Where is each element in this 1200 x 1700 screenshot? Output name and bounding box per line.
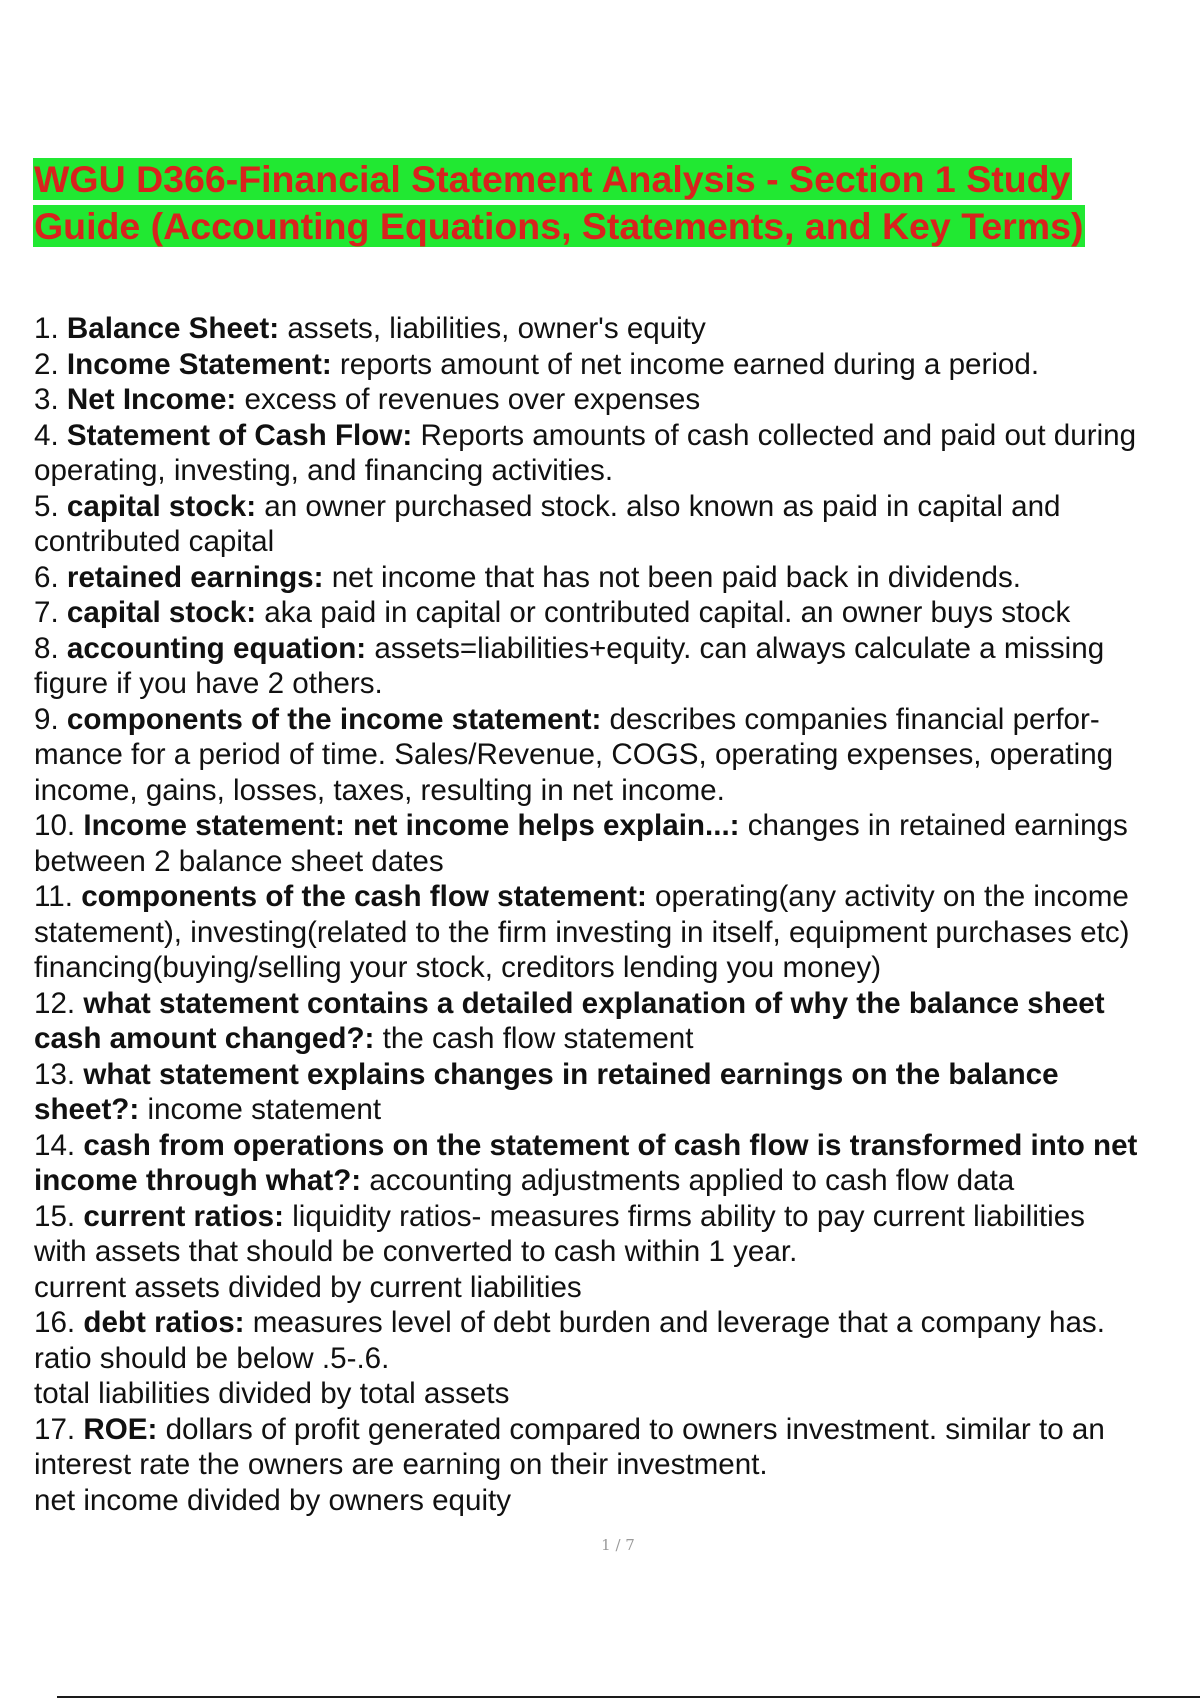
term-label: capital stock:	[66, 489, 257, 523]
term-label: Income Statement:	[66, 347, 332, 381]
list-item	[34, 1128, 1200, 1199]
definition-line: ratio should be below .5-.6.	[34, 1341, 390, 1375]
term-label: retained earnings:	[66, 560, 324, 594]
formula-line: current assets divided by current liabilities	[34, 1270, 582, 1304]
list-item	[34, 382, 1200, 418]
definition-line: income statement	[139, 1093, 382, 1126]
list-item	[34, 702, 1200, 809]
definition-line: statement), investing(related to the firm investing in itself, equipment purchases etc)	[34, 915, 1130, 949]
definition-line: reports amount of net income earned during a period.	[331, 347, 1040, 381]
definition-line: operating, investing, and financing activities.	[34, 454, 614, 487]
definition-line: financing(buying/selling your stock, creditors lending you money)	[34, 951, 882, 984]
list-item	[34, 595, 1200, 631]
term-label: income through what?:	[34, 1164, 362, 1197]
item-number: 2.	[34, 347, 59, 381]
item-number: 16.	[34, 1306, 76, 1339]
term-label: debt ratios:	[83, 1306, 245, 1339]
term-label: cash amount changed?:	[34, 1022, 375, 1055]
definition-line: between 2 balance sheet dates	[34, 844, 444, 878]
definition-line: Reports amounts of cash collected and paid out during	[412, 418, 1137, 452]
formula-line: total liabilities divided by total assets	[34, 1377, 510, 1410]
term-label: Net Income:	[66, 383, 237, 416]
list-item	[34, 1305, 1200, 1412]
term-label: capital stock:	[66, 596, 257, 629]
list-item	[34, 311, 1200, 347]
item-number: 12.	[34, 986, 76, 1020]
definition-line: operating(any activity on the income	[646, 880, 1129, 913]
list-item	[34, 986, 1200, 1057]
item-number: 11.	[34, 880, 73, 913]
definition-line: assets=liabilities+equity. can always calculate a missing	[366, 631, 1105, 665]
term-label: Income statement: net income helps explain...:	[83, 809, 740, 842]
definition-line: with assets that should be converted to cash within 1 year.	[34, 1235, 798, 1268]
definition-line: liquidity ratios- measures firms ability to pay current liabilities	[284, 1199, 1085, 1233]
definition-line: mance for a period of time. Sales/Revenue, COGS, operating expenses, operating	[34, 738, 1114, 771]
item-number: 5.	[34, 489, 59, 523]
list-item	[34, 347, 1200, 383]
item-number: 14.	[34, 1128, 76, 1162]
definition-line: income, gains, losses, taxes, resulting in net income.	[34, 773, 725, 807]
list-item	[34, 808, 1200, 879]
list-item	[34, 1057, 1200, 1128]
definition-line: accounting adjustments applied to cash flow data	[361, 1164, 1015, 1197]
definition-line: aka paid in capital or contributed capital. an owner buys stock	[256, 596, 1071, 629]
definition-line: describes companies financial perfor-	[601, 702, 1100, 736]
term-label: Statement of Cash Flow:	[66, 418, 413, 452]
list-item	[34, 1199, 1200, 1306]
term-label: components of the cash flow statement:	[81, 880, 647, 913]
term-label: current ratios:	[83, 1199, 284, 1233]
item-number: 7.	[34, 596, 59, 629]
item-number: 13.	[34, 1057, 76, 1091]
term-label: accounting equation:	[66, 631, 367, 665]
item-number: 8.	[34, 631, 59, 665]
term-label: ROE:	[83, 1412, 158, 1446]
title-line-1: WGU D366-Financial Statement Analysis - Section 1 Study	[34, 158, 1071, 200]
list-item	[34, 489, 1200, 560]
definition-line: an owner purchased stock. also known as paid in capital and	[256, 489, 1061, 523]
term-label: what statement explains changes in retained earnings on the balance	[83, 1057, 1059, 1091]
term-label: what statement contains a detailed explanation of why the balance sheet	[83, 986, 1105, 1020]
definition-line: dollars of profit generated compared to owners investment. similar to an	[157, 1412, 1105, 1446]
footer-divider	[57, 1696, 1200, 1698]
title-highlight	[33, 158, 1085, 247]
item-number: 15.	[34, 1199, 76, 1233]
title-line-2: Guide (Accounting Equations, Statements, and Key Terms)	[34, 205, 1084, 247]
term-label: Balance Sheet:	[66, 312, 280, 345]
item-number: 9.	[34, 702, 59, 736]
item-number: 1.	[34, 312, 59, 345]
list-item	[34, 879, 1200, 986]
definition-line: contributed capital	[34, 525, 275, 558]
term-label: sheet?:	[34, 1093, 140, 1126]
item-number: 6.	[34, 560, 59, 594]
page-number: 1 / 7	[601, 1536, 635, 1554]
list-item	[34, 1412, 1200, 1519]
document-title	[33, 156, 1163, 250]
item-number: 3.	[34, 383, 59, 416]
term-label: components of the income statement:	[66, 702, 602, 736]
definition-line: measures level of debt burden and leverage that a company has.	[244, 1306, 1105, 1339]
definition-line: assets, liabilities, owner's equity	[279, 312, 706, 345]
formula-line: net income divided by owners equity	[34, 1483, 512, 1517]
definition-line: the cash flow statement	[374, 1022, 694, 1055]
term-label: cash from operations on the statement of cash flow is transformed into net	[83, 1128, 1138, 1162]
definition-line: changes in retained earnings	[739, 809, 1128, 842]
definition-line: interest rate the owners are earning on their investment.	[34, 1448, 768, 1481]
definition-line: excess of revenues over expenses	[236, 383, 701, 416]
item-number: 17.	[34, 1412, 76, 1446]
list-item	[34, 631, 1200, 702]
definition-line: net income that has not been paid back in dividends.	[323, 560, 1022, 594]
list-item	[34, 560, 1200, 596]
terms-list	[34, 311, 1200, 1518]
definition-line: figure if you have 2 others.	[34, 667, 383, 700]
list-item	[34, 418, 1200, 489]
item-number: 4.	[34, 418, 59, 452]
item-number: 10.	[34, 809, 76, 842]
